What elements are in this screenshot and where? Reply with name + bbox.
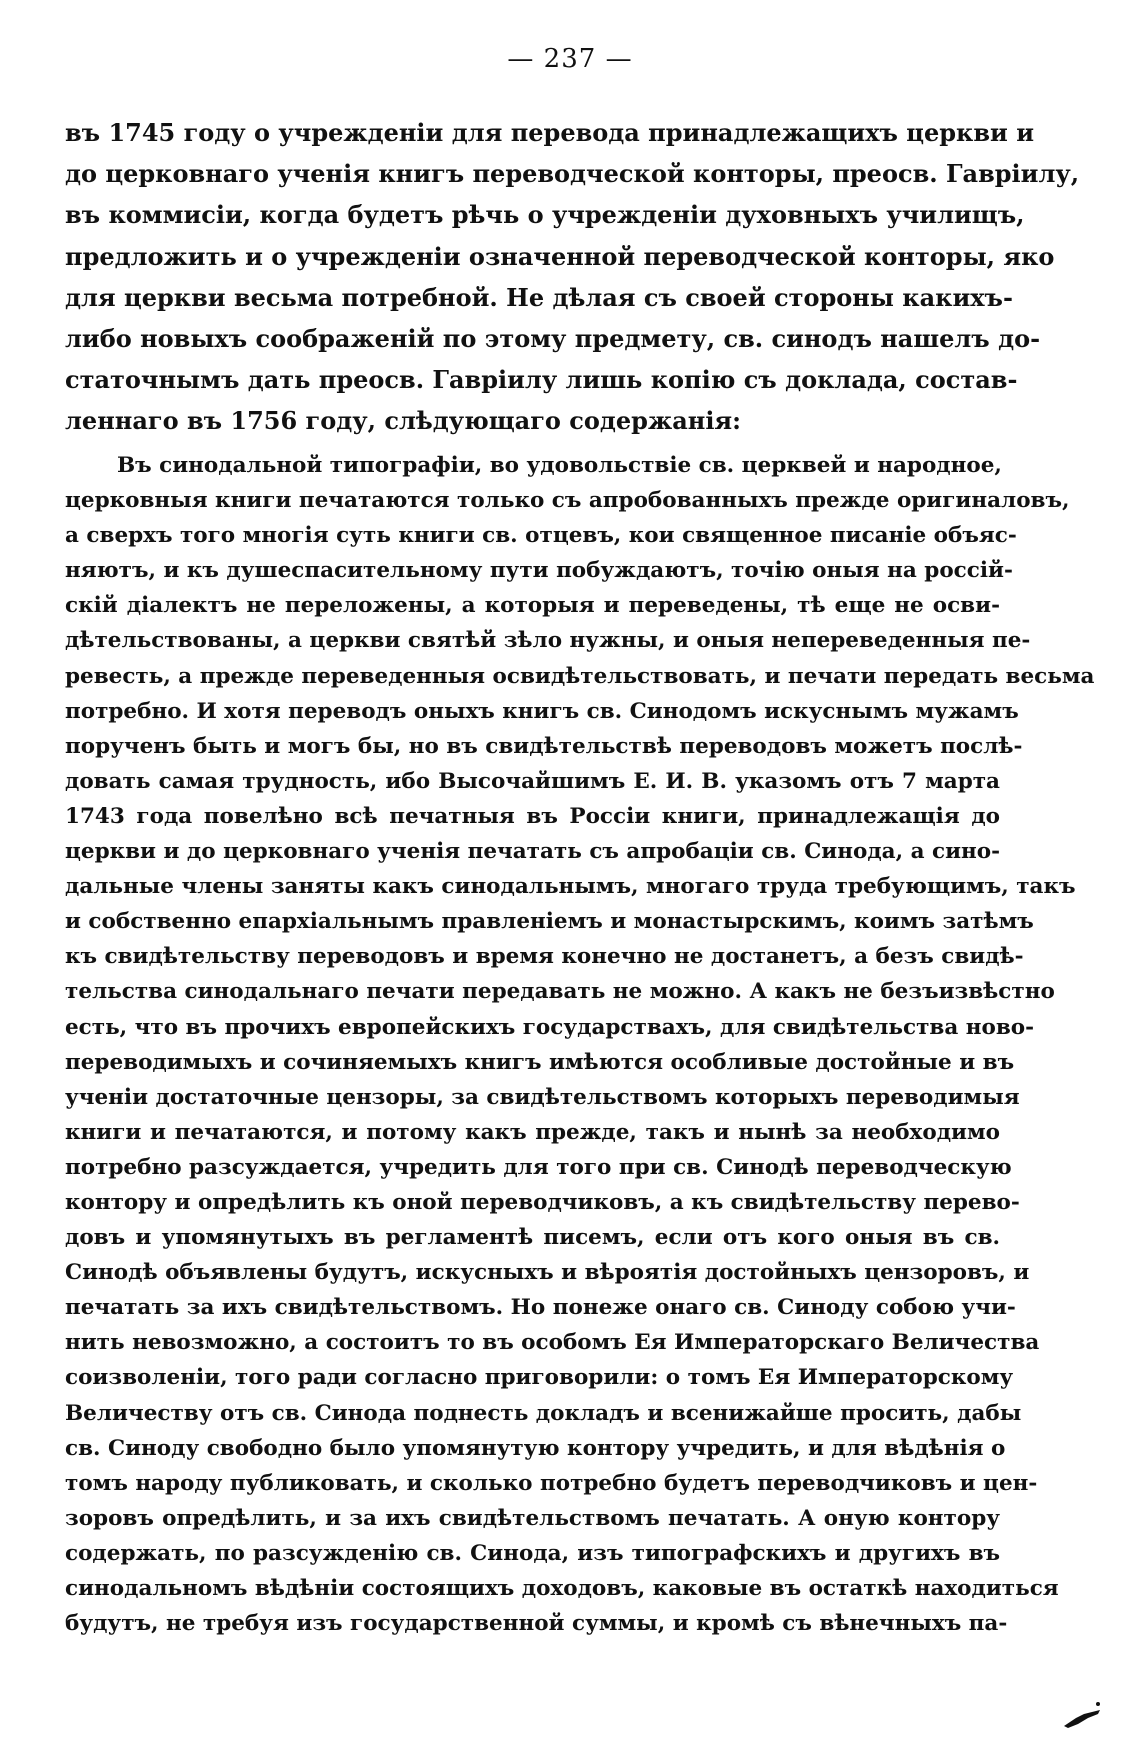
text-line: церковныя книги печатаются только съ апробованныхъ прежде оригиналовъ, [65, 488, 1070, 514]
quoted-report [65, 448, 1095, 1641]
text-line: предложить и о учрежденіи означенной переводческой конторы, яко [65, 241, 1055, 271]
text-line: ревесть, а прежде переведенныя освидѣтельствовать, и печати передать весьма [65, 663, 1095, 689]
text-line: потребно. И хотя переводъ оныхъ книгъ св. Синодомъ искуснымъ мужамъ [65, 698, 1019, 724]
text-line: леннаго въ 1756 году, слѣдующаго содержанія: [65, 406, 742, 436]
intro-paragraph [65, 112, 1080, 442]
text-line: переводимыхъ и сочиняемыхъ книгъ имѣются особливые достойные и въ [65, 1049, 1015, 1075]
text-line: соизволеніи, того ради согласно приговорили: о томъ Ея Императорскому [65, 1365, 1014, 1391]
text-line: Величеству отъ св. Синода поднесть докладъ и всенижайше просить, дабы [65, 1400, 1022, 1426]
text-line: дальные члены заняты какъ синодальнымъ, многаго труда требующимъ, такъ [65, 874, 1076, 900]
page-number: — 237 — [507, 44, 633, 74]
text-line: порученъ быть и могъ бы, но въ свидѣтельствѣ переводовъ можетъ послѣ- [65, 733, 1023, 759]
text-line: скій діалектъ не переложены, а которыя и переведены, тѣ еще не осви- [65, 593, 1000, 619]
text-line: томъ народу публиковать, и сколько потребно будетъ переводчиковъ и цен- [65, 1470, 1038, 1496]
text-line: церкви и до церковнаго ученія печатать съ апробаціи св. Синода, а сино- [65, 839, 1001, 865]
text-line: тельства синодальнаго печати передавать не можно. А какъ не безъизвѣстно [65, 979, 1055, 1005]
text-line: печатать за ихъ свидѣтельствомъ. Но понеже онаго св. Синоду собою учи- [65, 1295, 1016, 1321]
text-line: нить невозможно, а состоитъ то въ особомъ Ея Императорскаго Величества [65, 1330, 1040, 1356]
text-line: Въ синодальной типографіи, во удовольствіе св. церквей и народное, [117, 453, 1002, 478]
text-line: Синодѣ объявлены будутъ, искусныхъ и вѣроятія достойныхъ цензоровъ, и [65, 1260, 1030, 1286]
text-line: няютъ, и къ душеспасительному пути побуждаютъ, точію оныя на россій- [65, 558, 1013, 584]
text-line: есть, что въ прочихъ европейскихъ государствахъ, для свидѣтельства ново- [65, 1014, 1035, 1040]
text-line: для церкви весьма потребной. Не дѣлая съ своей стороны какихъ- [65, 282, 1013, 312]
scan-smudge-mark [1062, 1700, 1102, 1730]
text-line: будутъ, не требуя изъ государственной суммы, и кромѣ съ вѣнечныхъ па- [65, 1611, 1008, 1637]
text-line: контору и опредѣлить къ оной переводчиковъ, а къ свидѣтельству перево- [65, 1189, 1020, 1215]
text-line: довъ и упомянутыхъ въ регламентѣ писемъ, если отъ кого оныя въ св. [65, 1225, 1000, 1251]
text-line: 1743 года повелѣно всѣ печатныя въ Россіи книги, принадлежащія до [65, 803, 1000, 829]
text-line: либо новыхъ соображеній по этому предмету, св. синодъ нашелъ до- [65, 323, 1041, 353]
text-line: въ 1745 году о учрежденіи для перевода принадлежащихъ церкви и [65, 118, 1035, 147]
text-line: къ свидѣтельству переводовъ и время конечно не достанетъ, а безъ свидѣ- [65, 944, 1024, 970]
text-line: въ коммисіи, когда будетъ рѣчь о учрежденіи духовныхъ училищъ, [65, 200, 1025, 230]
text-line: зоровъ опредѣлить, и за ихъ свидѣтельствомъ печатать. А оную контору [65, 1505, 1000, 1531]
text-line: довать самая трудность, ибо Высочайшимъ Е. И. В. указомъ отъ 7 марта [65, 768, 1000, 794]
text-line: статочнымъ дать преосв. Гавріилу лишь копію съ доклада, состав- [65, 365, 1018, 395]
text-line: св. Синоду свободно было упомянутую контору учредить, и для вѣдѣнія о [65, 1435, 1006, 1461]
text-line: потребно разсуждается, учредить для того при св. Синодѣ переводческую [65, 1154, 1012, 1180]
text-line: синодальномъ вѣдѣніи состоящихъ доходовъ, каковые въ остаткѣ находиться [65, 1576, 1059, 1601]
text-line: до церковнаго ученія книгъ переводческой конторы, преосв. Гавріилу, [65, 159, 1080, 189]
text-line: содержать, по разсужденію св. Синода, изъ типографскихъ и другихъ въ [65, 1540, 1000, 1566]
text-line: а сверхъ того многія суть книги св. отцевъ, кои священное писаніе объяс- [65, 523, 1017, 549]
text-line: и собственно епархіальнымъ правленіемъ и монастырскимъ, коимъ затѣмъ [65, 909, 1034, 935]
text-line: ученіи достаточные цензоры, за свидѣтельствомъ которыхъ переводимыя [65, 1084, 1020, 1110]
text-line: книги и печатаются, и потому какъ прежде, такъ и нынѣ за необходимо [65, 1119, 1000, 1145]
text-line: дѣтельствованы, а церкви святѣй зѣло нужны, и оныя непереведенныя пе- [65, 628, 1031, 654]
